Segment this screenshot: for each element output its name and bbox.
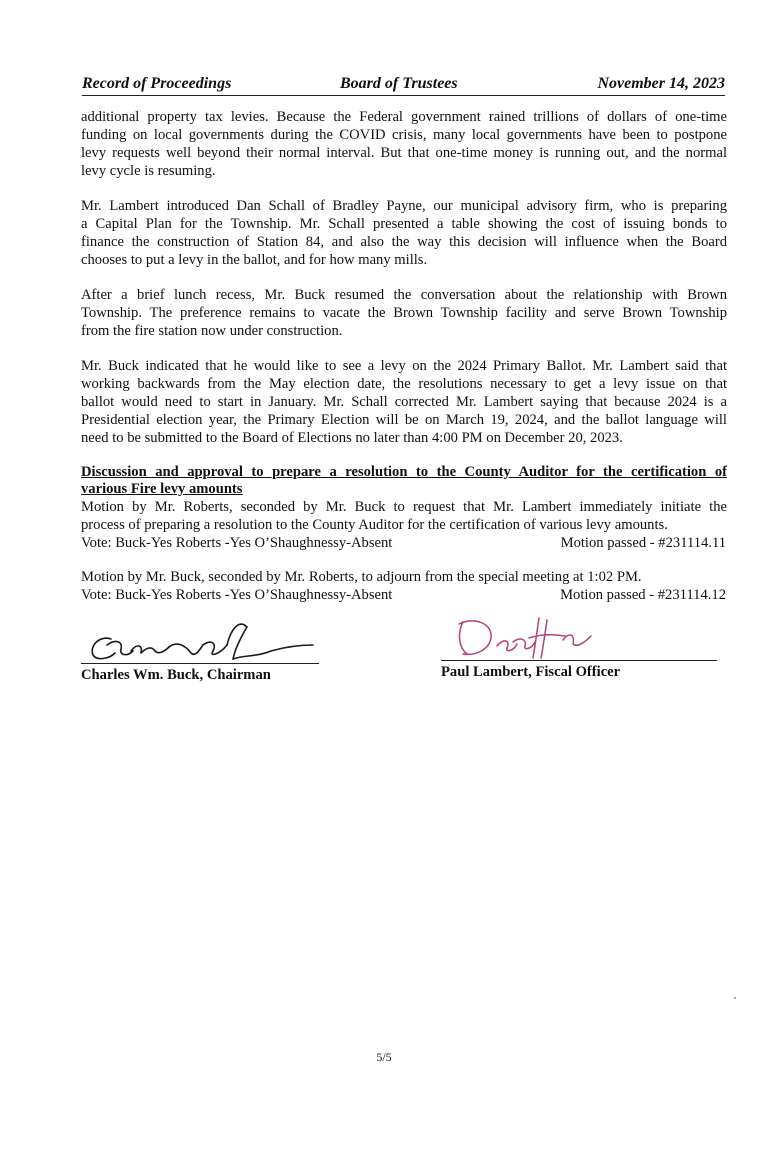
paragraph-levy-context [81, 108, 727, 180]
header-board-title: Board of Trustees [340, 75, 458, 92]
text-line: Mr. Buck indicated that he would like to see a levy on the 2024 Primary Ballot. Mr. Lambert said that [81, 358, 727, 374]
text-line: need to be submitted to the Board of Elections no later than 4:00 PM on December 20, 2023. [81, 430, 623, 446]
vote-row-1 [81, 534, 727, 552]
chairman-signature-icon [81, 615, 319, 663]
page-number: 5/5 [376, 1050, 392, 1064]
motion-result: Motion passed - #231114.12 [560, 587, 726, 603]
paragraph-brown-township [81, 286, 727, 340]
header-date: November 14, 2023 [597, 75, 725, 92]
vote-tally: Vote: Buck-Yes Roberts -Yes O’Shaughnessy-Absent [81, 587, 393, 603]
text-line: process of preparing a resolution to the County Auditor for the certification of various levy amounts. [81, 517, 668, 533]
fiscal-officer-signature-icon [441, 612, 717, 660]
signature-block-fiscal-officer [441, 612, 717, 681]
text-line: working backwards from the May election date, the resolutions necessary to get a levy issue on that [81, 376, 727, 392]
motion-result: Motion passed - #231114.11 [560, 535, 726, 551]
signature-block-chairman [81, 615, 319, 684]
paragraph-capital-plan [81, 197, 727, 269]
fiscal-officer-name: Paul Lambert, Fiscal Officer [441, 664, 621, 680]
header-record-title: Record of Proceedings [82, 75, 232, 92]
text-line: additional property tax levies. Because the Federal government rained trillions of dollars of one-time [81, 109, 727, 125]
heading-line: Discussion and approval to prepare a resolution to the County Auditor for the certification of [81, 464, 727, 480]
page-header [82, 75, 725, 96]
text-line: a Capital Plan for the Township. Mr. Schall presented a table showing the cost of issuing bonds to [81, 216, 727, 232]
motion-adjourn: Motion by Mr. Buck, seconded by Mr. Roberts, to adjourn from the special meeting at 1:02 PM. [81, 569, 642, 585]
vote-row-2 [81, 586, 727, 604]
text-line: Township. The preference remains to vacate the Brown Township facility and serve Brown Township [81, 305, 727, 321]
text-line: Presidential election year, the Primary Election will be on March 19, 2024, and the ballot language will [81, 412, 727, 428]
heading-line: various Fire levy amounts [81, 481, 243, 497]
motion-levy-resolution [81, 498, 727, 534]
section-levy-certification [81, 464, 727, 604]
text-line: After a brief lunch recess, Mr. Buck resumed the conversation about the relationship with Brown [81, 287, 727, 303]
text-line: ballot would need to start in January. Mr. Schall corrected Mr. Lambert saying that because 2024 is a [81, 394, 727, 410]
text-line: from the fire station now under construction. [81, 323, 343, 339]
text-line: chooses to put a levy in the ballot, and for how many mills. [81, 252, 428, 268]
text-line: levy cycle is resuming. [81, 163, 216, 179]
text-line: funding on local governments during the COVID crisis, many local governments have been to postpone [81, 127, 727, 143]
signature-line [441, 660, 717, 661]
chairman-name: Charles Wm. Buck, Chairman [81, 667, 271, 683]
minutes-body [81, 108, 727, 604]
text-line: levy requests well beyond their normal interval. But that one-time money is running out, and the normal [81, 145, 727, 161]
paragraph-primary-ballot [81, 357, 727, 447]
text-line: Motion by Mr. Roberts, seconded by Mr. Buck to request that Mr. Lambert immediately initiate the [81, 499, 727, 515]
text-line: Mr. Lambert introduced Dan Schall of Bradley Payne, our municipal advisory firm, who is preparing [81, 198, 727, 214]
signature-line [81, 663, 319, 664]
vote-tally: Vote: Buck-Yes Roberts -Yes O’Shaughnessy-Absent [81, 535, 393, 551]
section-heading [81, 464, 727, 498]
text-line: finance the construction of Station 84, and also the way this decision will influence when the Board [81, 234, 727, 250]
scan-speck [734, 997, 736, 999]
